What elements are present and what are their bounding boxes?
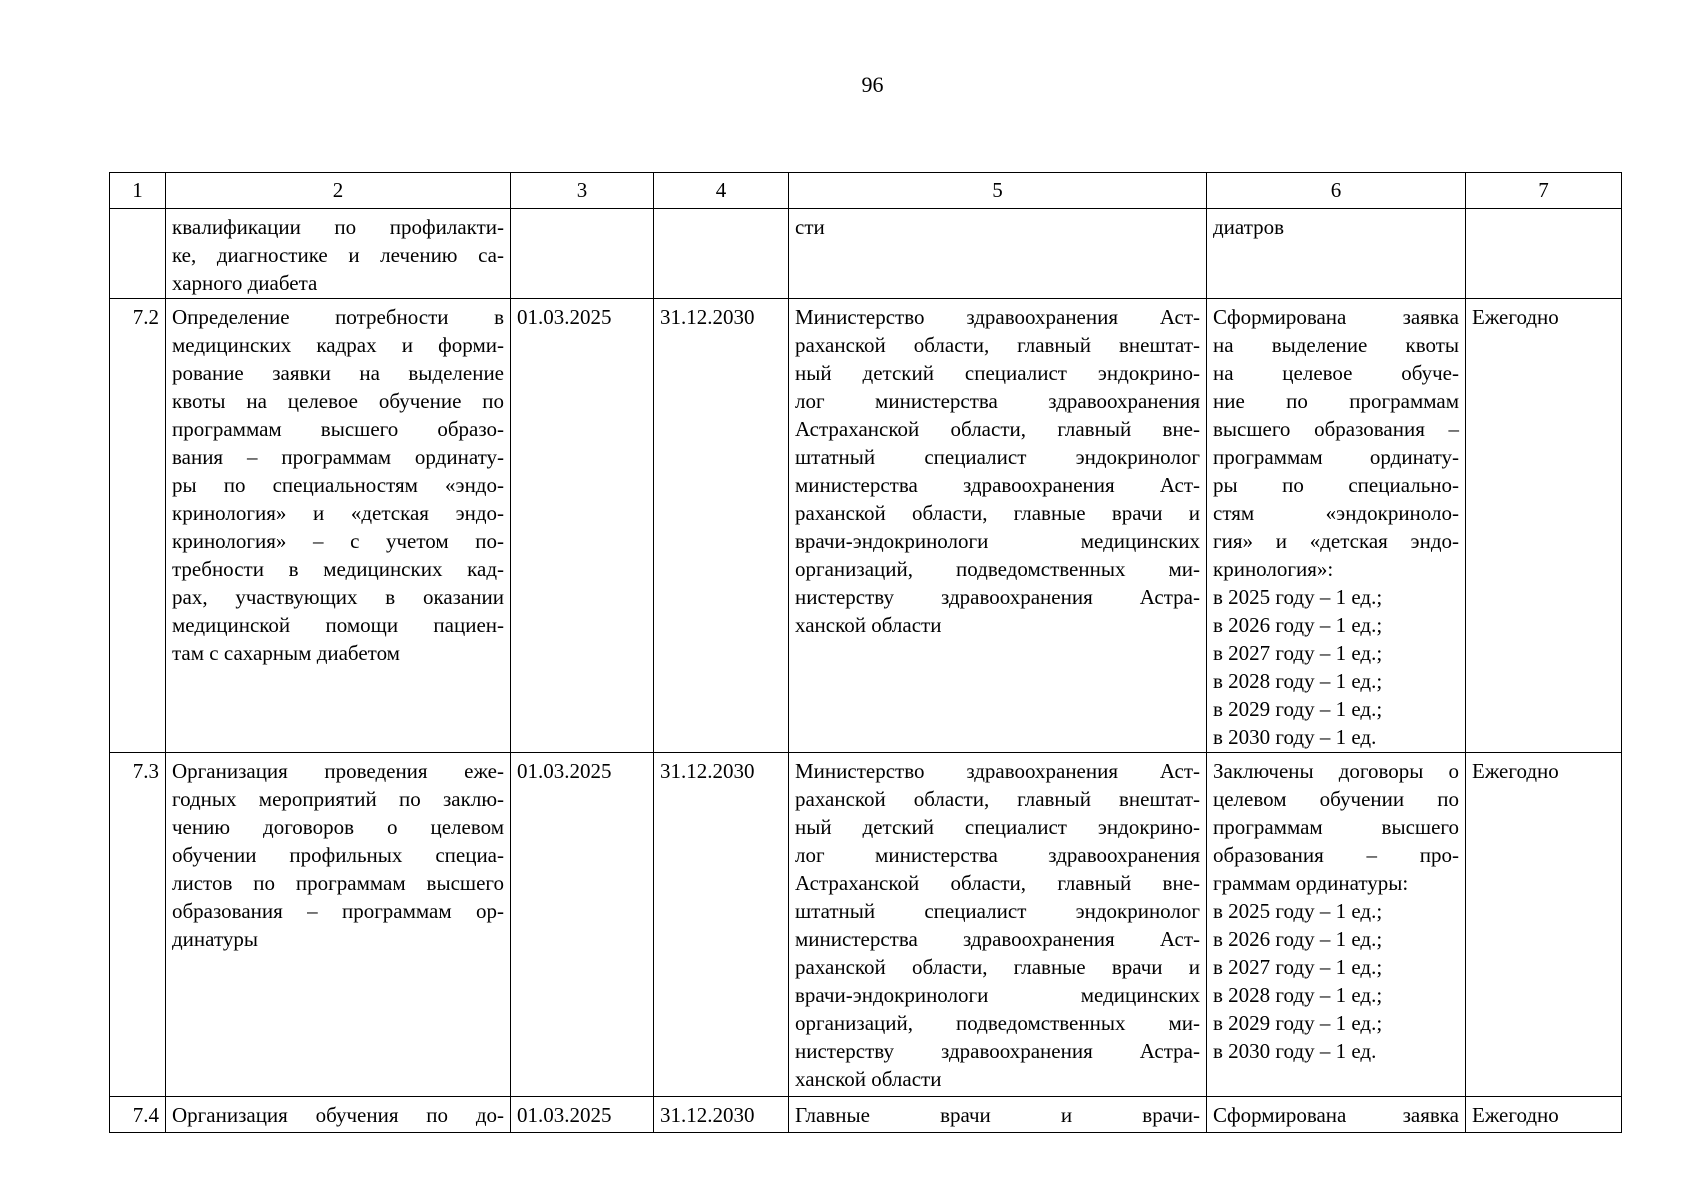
text-line: ханской области [795, 1067, 942, 1091]
responsible-cell [789, 1097, 1207, 1133]
row-number-cell: 7.4 [110, 1097, 166, 1133]
start-date-cell: 01.03.2025 [511, 299, 654, 753]
responsible-cell [789, 753, 1207, 1097]
column-header: 2 [166, 173, 511, 209]
text-line: организаций, подведомственных ми- [795, 1011, 1200, 1035]
text-line: медицинских кадрах и форми- [172, 333, 504, 357]
column-header: 6 [1207, 173, 1466, 209]
text-line: министерства здравоохранения Аст- [795, 473, 1200, 497]
column-header: 1 [110, 173, 166, 209]
text-line: рование заявки на выделение [172, 361, 504, 385]
page-number: 96 [861, 72, 884, 97]
description-cell [166, 299, 511, 753]
text-line: кринология»: [1213, 557, 1334, 581]
period-cell: Ежегодно [1466, 1097, 1622, 1133]
text-line: целевом обучении по [1213, 787, 1459, 811]
text-line: в 2027 году – 1 ед.; [1213, 955, 1383, 979]
text-line: годных мероприятий по заклю- [172, 787, 504, 811]
text-line: динатуры [172, 927, 258, 951]
result-cell [1207, 1097, 1466, 1133]
text-line: на целевое обуче- [1213, 361, 1459, 385]
responsible-cell: сти [789, 209, 1207, 299]
result-cell [1207, 753, 1466, 1097]
text-line: ры по специальностям «эндо- [172, 473, 504, 497]
text-line: рах, участвующих в оказании [172, 585, 504, 609]
text-line: в 2028 году – 1 ед.; [1213, 983, 1383, 1007]
result-cell: диатров [1207, 209, 1466, 299]
text-line: раханской области, главные врачи и [795, 501, 1200, 525]
text-line: ние по программам [1213, 389, 1459, 413]
text-line: в 2029 году – 1 ед.; [1213, 1011, 1383, 1035]
end-date-cell: 31.12.2030 [654, 1097, 789, 1133]
text-line: Организация проведения еже- [172, 759, 504, 783]
text-line: нистерству здравоохранения Астра- [795, 585, 1200, 609]
end-date-cell [654, 209, 789, 299]
row-number-cell [110, 209, 166, 299]
text-line: лог министерства здравоохранения [795, 389, 1200, 413]
text-line: образования – программам ор- [172, 899, 504, 923]
text-line: Организация обучения по до- [172, 1103, 504, 1127]
period-cell: Ежегодно [1466, 753, 1622, 1097]
table-row [110, 209, 1622, 299]
text-line: врачи-эндокринологи медицинских [795, 529, 1200, 553]
text-line: квалификации по профилакти- [172, 215, 504, 239]
text-line: Астраханской области, главный вне- [795, 871, 1200, 895]
row-number-cell: 7.2 [110, 299, 166, 753]
table-row [110, 1097, 1622, 1133]
text-line: на выделение квоты [1213, 333, 1459, 357]
column-header: 3 [511, 173, 654, 209]
row-number-cell: 7.3 [110, 753, 166, 1097]
text-line: ханской области [795, 613, 942, 637]
text-line: ры по специально- [1213, 473, 1459, 497]
text-line: программам высшего [1213, 815, 1459, 839]
text-line: вания – программам ординату- [172, 445, 504, 469]
text-line: в 2025 году – 1 ед.; [1213, 585, 1383, 609]
text-line: Главные врачи и врачи- [795, 1103, 1200, 1127]
text-line: гия» и «детская эндо- [1213, 529, 1459, 553]
text-line: в 2026 году – 1 ед.; [1213, 613, 1383, 637]
text-line: раханской области, главный внештат- [795, 333, 1200, 357]
text-line: в 2029 году – 1 ед.; [1213, 697, 1383, 721]
text-line: в 2026 году – 1 ед.; [1213, 927, 1383, 951]
text-line: ный детский специалист эндокрино- [795, 361, 1200, 385]
column-header: 5 [789, 173, 1207, 209]
text-line: врачи-эндокринологи медицинских [795, 983, 1200, 1007]
text-line: в 2025 году – 1 ед.; [1213, 899, 1383, 923]
end-date-cell: 31.12.2030 [654, 299, 789, 753]
text-line: требности в медицинских кад- [172, 557, 504, 581]
text-line: стям «эндокриноло- [1213, 501, 1459, 525]
text-line: лог министерства здравоохранения [795, 843, 1200, 867]
column-header: 4 [654, 173, 789, 209]
text-line: кринология» и «детская эндо- [172, 501, 504, 525]
text-line: квоты на целевое обучение по [172, 389, 504, 413]
text-line: в 2028 году – 1 ед.; [1213, 669, 1383, 693]
responsible-cell [789, 299, 1207, 753]
description-cell [166, 1097, 511, 1133]
description-cell [166, 753, 511, 1097]
text-line: там с сахарным диабетом [172, 641, 400, 665]
text-line: харного диабета [172, 271, 318, 295]
start-date-cell: 01.03.2025 [511, 1097, 654, 1133]
start-date-cell: 01.03.2025 [511, 753, 654, 1097]
end-date-cell: 31.12.2030 [654, 753, 789, 1097]
table-header-row [110, 173, 1622, 209]
text-line: кринология» – с учетом по- [172, 529, 504, 553]
text-line: штатный специалист эндокринолог [795, 445, 1200, 469]
text-line: Сформирована заявка [1213, 1103, 1459, 1127]
text-line: Определение потребности в [172, 305, 504, 329]
text-line: Сформирована заявка [1213, 305, 1459, 329]
start-date-cell [511, 209, 654, 299]
column-header: 7 [1466, 173, 1622, 209]
result-cell [1207, 299, 1466, 753]
text-line: министерства здравоохранения Аст- [795, 927, 1200, 951]
text-line: высшего образования – [1213, 417, 1459, 441]
period-cell: Ежегодно [1466, 299, 1622, 753]
text-line: ке, диагностике и лечению са- [172, 243, 504, 267]
text-line: Министерство здравоохранения Аст- [795, 305, 1200, 329]
text-line: программам ординату- [1213, 445, 1459, 469]
text-line: Министерство здравоохранения Аст- [795, 759, 1200, 783]
text-line: обучении профильных специа- [172, 843, 504, 867]
text-line: нистерству здравоохранения Астра- [795, 1039, 1200, 1063]
table-row [110, 299, 1622, 753]
description-cell [166, 209, 511, 299]
text-line: в 2030 году – 1 ед. [1213, 725, 1377, 749]
text-line: Заключены договоры о [1213, 759, 1459, 783]
text-line: листов по программам высшего [172, 871, 504, 895]
text-line: программам высшего образо- [172, 417, 504, 441]
text-line: чению договоров о целевом [172, 815, 504, 839]
text-line: в 2030 году – 1 ед. [1213, 1039, 1377, 1063]
text-line: Астраханской области, главный вне- [795, 417, 1200, 441]
table-row [110, 753, 1622, 1097]
text-line: медицинской помощи пациен- [172, 613, 504, 637]
text-line: организаций, подведомственных ми- [795, 557, 1200, 581]
text-line: граммам ординатуры: [1213, 871, 1409, 895]
document-table [109, 172, 1622, 1133]
text-line: ный детский специалист эндокрино- [795, 815, 1200, 839]
text-line: образования – про- [1213, 843, 1459, 867]
text-line: раханской области, главный внештат- [795, 787, 1200, 811]
text-line: в 2027 году – 1 ед.; [1213, 641, 1383, 665]
period-cell [1466, 209, 1622, 299]
text-line: штатный специалист эндокринолог [795, 899, 1200, 923]
text-line: раханской области, главные врачи и [795, 955, 1200, 979]
